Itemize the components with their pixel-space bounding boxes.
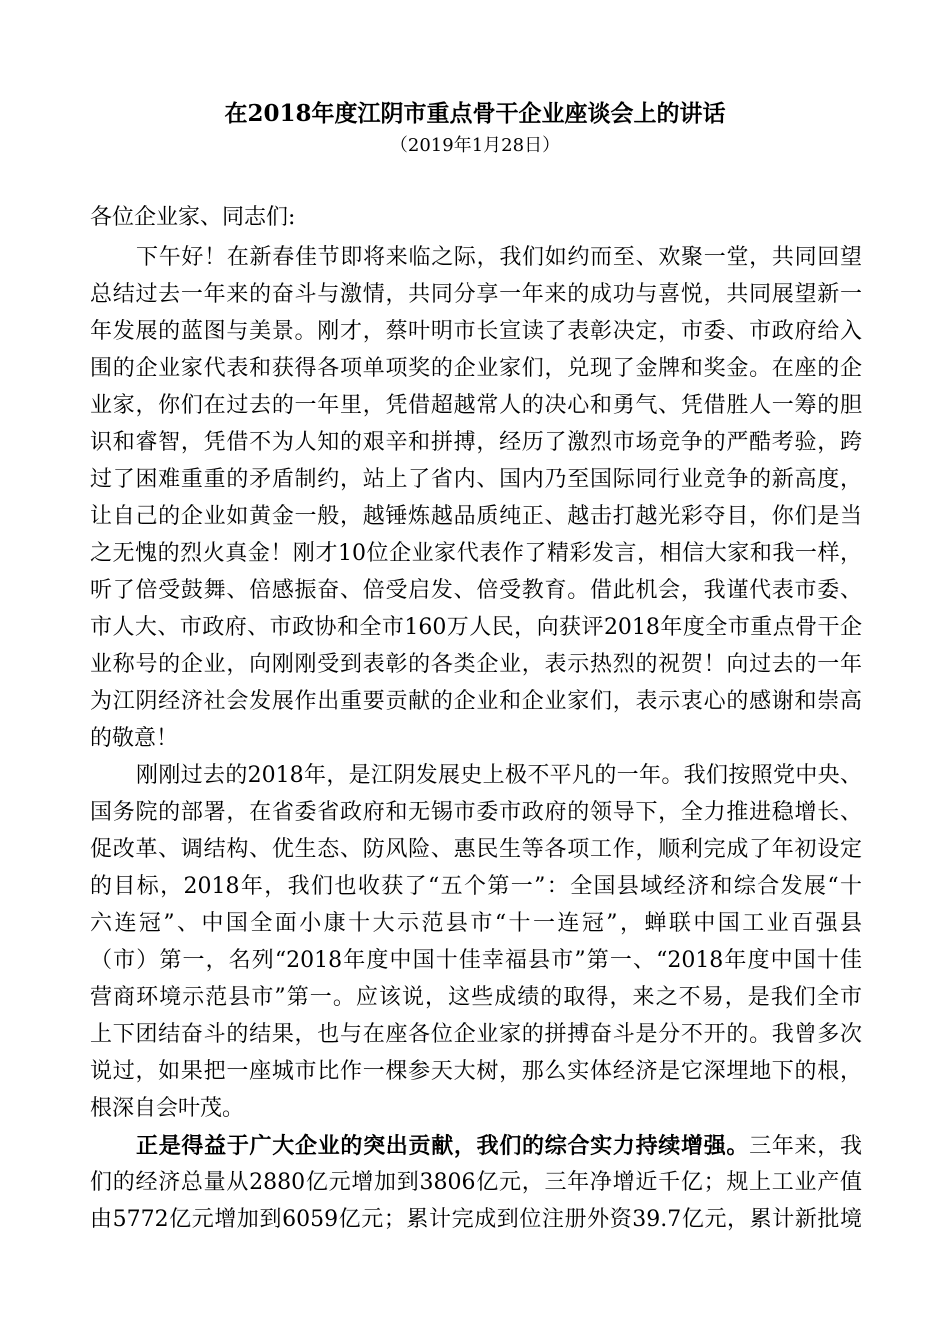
- text-line: 为江阴经济社会发展作出重要贡献的企业和企业家们，表示衷心的感谢和崇高: [90, 689, 862, 714]
- text-line: 年发展的蓝图与美景。刚才，蔡叶明市长宣读了表彰决定，市委、市政府给入: [90, 319, 862, 344]
- text-line: 市人大、市政府、市政协和全市160万人民，向获评2018年度全市重点骨干企: [90, 615, 862, 640]
- text-line: 上下团结奋斗的结果，也与在座各位企业家的拼搏奋斗是分不开的。我曾多次: [90, 1022, 862, 1047]
- text-line: 说过，如果把一座城市比作一棵参天大树，那么实体经济是它深埋地下的根，: [90, 1059, 862, 1084]
- text-line: 六连冠”、中国全面小康十大示范县市“十一连冠”，蝉联中国工业百强县: [90, 911, 862, 936]
- text-line: 由5772亿元增加到6059亿元；累计完成到位注册外资39.7亿元，累计新批境: [90, 1207, 862, 1232]
- text-line: 的敬意！: [90, 726, 179, 751]
- text-line: 国务院的部署，在省委省政府和无锡市委市政府的领导下，全力推进稳增长、: [90, 800, 862, 825]
- salutation: 各位企业家、同志们:: [90, 205, 296, 230]
- paragraph-3: [90, 1130, 862, 1241]
- paragraph-1: [90, 242, 862, 760]
- document-title: 在2018年度江阴市重点骨干企业座谈会上的讲话: [224, 100, 726, 127]
- text-line: 听了倍受鼓舞、倍感振奋、倍受启发、倍受教育。借此机会，我谨代表市委、: [90, 578, 862, 603]
- text-line: 业称号的企业，向刚刚受到表彰的各类企业，表示热烈的祝贺！向过去的一年: [90, 652, 862, 677]
- speech-date: （2019年1月28日）: [389, 135, 561, 156]
- text-span: 三年来，我: [749, 1134, 862, 1159]
- text-line: 促改革、调结构、优生态、防风险、惠民生等各项工作，顺利完成了年初设定: [90, 837, 862, 862]
- text-line: 识和睿智，凭借不为人知的艰辛和拼搏，经历了激烈市场竞争的严酷考验，跨: [90, 430, 862, 455]
- bold-lead-sentence: 正是得益于广大企业的突出贡献，我们的综合实力持续增强。: [136, 1133, 750, 1159]
- text-line: （市）第一，名列“2018年度中国十佳幸福县市”第一、“2018年度中国十佳: [90, 948, 862, 973]
- text-line: 过了困难重重的矛盾制约，站上了省内、国内乃至国际同行业竞争的新高度，: [90, 467, 862, 492]
- text-line: 业家，你们在过去的一年里，凭借超越常人的决心和勇气、凭借胜人一筹的胆: [90, 393, 862, 418]
- text-line: 之无愧的烈火真金！刚才10位企业家代表作了精彩发言，相信大家和我一样，: [90, 541, 862, 566]
- text-line: 们的经济总量从2880亿元增加到3806亿元，三年净增近千亿；规上工业产值: [90, 1170, 862, 1195]
- text-line: 围的企业家代表和获得各项单项奖的企业家们，兑现了金牌和奖金。在座的企: [90, 356, 862, 381]
- text-line: 营商环境示范县市”第一。应该说，这些成绩的取得，来之不易，是我们全市: [90, 985, 862, 1010]
- text-line: 刚刚过去的2018年，是江阴发展史上极不平凡的一年。我们按照党中央、: [136, 763, 862, 788]
- text-line: [90, 1130, 862, 1167]
- paragraph-2: [90, 760, 862, 1130]
- text-line: 根深自会叶茂。: [90, 1096, 245, 1121]
- document-body: [90, 242, 862, 1241]
- text-line: 总结过去一年来的奋斗与激情，共同分享一年来的成功与喜悦，共同展望新一: [90, 282, 862, 307]
- text-line: 下午好！在新春佳节即将来临之际，我们如约而至、欢聚一堂，共同回望: [136, 245, 862, 270]
- text-line: 的目标，2018年，我们也收获了“五个第一”：全国县域经济和综合发展“十: [90, 874, 862, 899]
- text-line: 让自己的企业如黄金一般，越锤炼越品质纯正、越击打越光彩夺目，你们是当: [90, 504, 862, 529]
